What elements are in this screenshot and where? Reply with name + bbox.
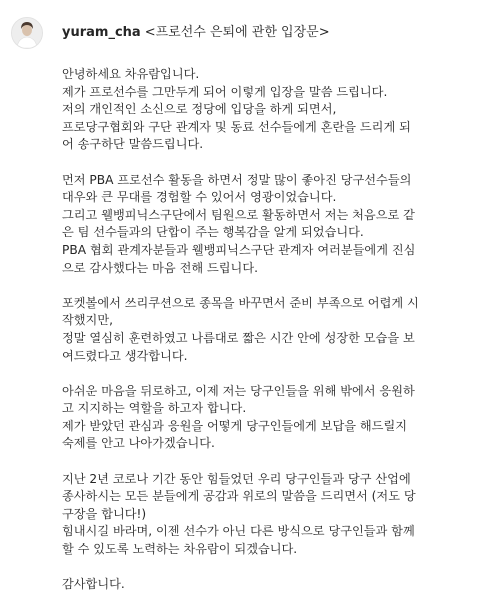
caption-line: 제가 받았던 관심과 응원을 어떻게 당구인들에게 보답을 해드릴지 bbox=[62, 418, 407, 433]
caption-paragraph bbox=[62, 295, 480, 365]
caption-line: 지난 2년 코로나 기간 동안 힘들었던 우리 당구인들과 당구 산업에 bbox=[62, 471, 411, 486]
caption-line: 프로당구협회와 구단 관계자 및 동료 선수들에게 혼란을 드리게 되 bbox=[62, 119, 411, 134]
caption-line: 숙제를 안고 나아가겠습니다. bbox=[62, 436, 215, 451]
avatar[interactable] bbox=[11, 17, 43, 49]
caption-line: 힘내시길 바라며, 이젠 선수가 아닌 다른 방식으로 당구인들과 함께 bbox=[62, 524, 415, 539]
caption-line: 포켓볼에서 쓰리쿠션으로 종목을 바꾸면서 준비 부족으로 어렵게 시 bbox=[62, 295, 419, 310]
caption-body bbox=[62, 66, 480, 594]
caption-paragraph bbox=[62, 66, 480, 154]
caption-paragraph bbox=[62, 172, 480, 278]
caption-line: 안녕하세요 차유람입니다. bbox=[62, 67, 200, 81]
caption-paragraph bbox=[62, 383, 480, 453]
caption-line: 종사하시는 모든 분들에게 공감과 위로의 말씀을 드리면서 (저도 당 bbox=[62, 489, 416, 504]
caption-line: 정말 열심히 훈련하였고 나름대로 짧은 시간 안에 성장한 모습을 보 bbox=[62, 330, 415, 345]
caption-line: 고 지지하는 역할을 하고자 합니다. bbox=[62, 401, 247, 416]
caption-line: 대우와 큰 무대를 경험할 수 있어서 영광이었습니다. bbox=[62, 190, 337, 205]
caption-line: 먼저 PBA 프로선수 활동을 하면서 정말 많이 좋아진 당구선수들의 bbox=[62, 172, 412, 187]
caption-line: 으로 감사했다는 마음 전해 드립니다. bbox=[62, 260, 258, 275]
caption-line: 감사합니다. bbox=[62, 577, 125, 592]
caption-line: 저의 개인적인 소신으로 정당에 입당을 하게 되면서, bbox=[62, 102, 337, 117]
username-link[interactable]: yuram_cha bbox=[62, 25, 141, 40]
caption-title: <프로선수 은퇴에 관한 입장문> bbox=[144, 25, 330, 40]
profile-avatar-icon bbox=[12, 18, 42, 48]
caption-paragraph bbox=[62, 576, 480, 594]
caption-paragraph bbox=[62, 471, 480, 559]
caption-line: 은 팀 선수들과의 단합이 주는 행복감을 알게 되었습니다. bbox=[62, 225, 364, 240]
caption-line: 아쉬운 마음을 뒤로하고, 이제 저는 당구인들을 위해 밖에서 응원하 bbox=[62, 383, 415, 398]
caption-line: 어 송구하단 말씀드립니다. bbox=[62, 137, 204, 152]
caption-line: 구장을 합니다!) bbox=[62, 506, 147, 521]
caption-line: 작했지만, bbox=[62, 313, 113, 328]
caption-line: 제가 프로선수를 그만두게 되어 이렇게 입장을 말씀 드립니다. bbox=[62, 84, 388, 99]
caption-line: PBA 협회 관계자분들과 웰뱅피닉스구단 관계자 여러분들에게 진심 bbox=[62, 242, 416, 257]
caption-header bbox=[62, 24, 330, 41]
caption-line: 그리고 웰뱅피닉스구단에서 팀원으로 활동하면서 저는 처음으로 같 bbox=[62, 207, 415, 222]
caption-line: 여드렸다고 생각합니다. bbox=[62, 348, 188, 363]
caption-line: 할 수 있도록 노력하는 차유람이 되겠습니다. bbox=[62, 542, 298, 557]
